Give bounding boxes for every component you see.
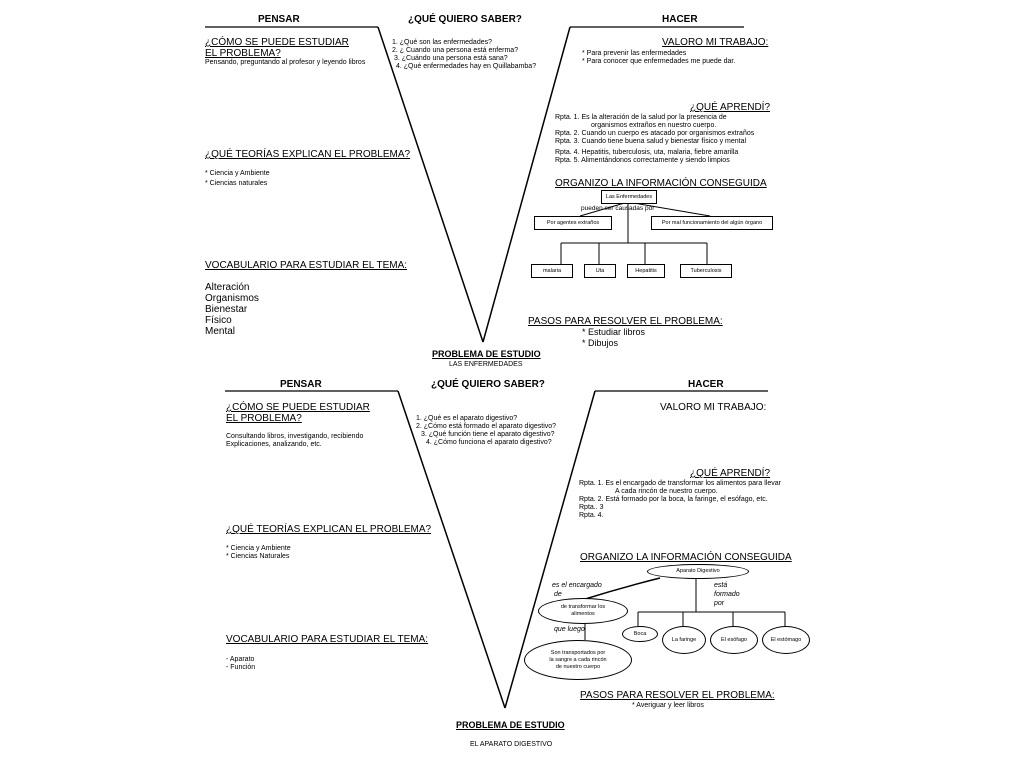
v2-questions-list	[416, 415, 556, 447]
v1-valoro-item: * Para prevenir las enfermedades	[582, 50, 687, 57]
v1-question-2: 2. ¿ Cuando una persona está enferma?	[392, 47, 519, 54]
v1-teorias-item: * Ciencia y Ambiente	[205, 170, 270, 177]
v2-pensar-heading: PENSAR	[280, 379, 322, 390]
v2-como-title-line1: ¿CÓMO SE PUEDE ESTUDIAR	[226, 402, 370, 413]
v1-que-quiero-saber-heading: ¿QUÉ QUIERO SABER?	[408, 14, 522, 25]
v1-org-leaf-tuberculosis: Tuberculosis	[680, 264, 732, 278]
v2-org-transport-line: Son transportados por	[550, 649, 606, 656]
v2-org-link-left-line: es el encargado	[552, 582, 602, 589]
v2-vocab-item: - Aparato	[226, 656, 255, 663]
v1-valoro-item: * Para conocer que enfermedades me puede dar.	[582, 58, 736, 65]
v2-vocab-item: - Función	[226, 664, 256, 671]
v1-vocab-item: Organismos	[205, 293, 259, 304]
v1-org-leaf-malaria: malaria	[531, 264, 573, 278]
v1-question-4: 4. ¿Qué enfermedades hay en Quillabamba?	[396, 63, 537, 70]
v1-pasos-title: PASOS PARA RESOLVER EL PROBLEMA:	[528, 316, 723, 327]
v2-aprendi-item: A cada rincón de nuestro cuerpo.	[615, 488, 718, 495]
v2-valoro-title: VALORO MI TRABAJO:	[660, 402, 767, 413]
v2-aprendi-list	[579, 480, 781, 520]
v1-aprendi-item: Rpta. 5. Alimentándonos correctamente y siendo limpios	[555, 157, 730, 164]
v1-pensar-heading: PENSAR	[258, 14, 300, 25]
v1-pasos-item: * Dibujos	[582, 338, 619, 348]
v2-org-transform-line: de transformar los	[560, 604, 606, 610]
v2-teorias-item: * Ciencias Naturales	[226, 553, 290, 560]
v1-question-3: 3. ¿Cuándo una persona está sana?	[394, 55, 508, 62]
v1-como-title-line1: ¿CÓMO SE PUEDE ESTUDIAR	[205, 37, 349, 48]
v1-organizo-title: ORGANIZO LA INFORMACIÓN CONSEGUIDA	[555, 178, 767, 189]
v2-vocab-list	[226, 656, 255, 672]
v1-pasos-list	[582, 327, 645, 349]
v1-org-leaf-uta: Uta	[584, 264, 616, 278]
v1-valoro-title: VALORO MI TRABAJO:	[662, 37, 769, 48]
v2-org-transform-line: alimentos	[571, 611, 595, 617]
v1-aprendi-item: organismos extraños en nuestro cuerpo.	[591, 122, 717, 129]
v2-pasos-list	[632, 702, 704, 710]
v1-vocab-item: Alteración	[205, 282, 250, 293]
v2-teorias-list	[226, 545, 291, 561]
v2-org-link-right	[714, 581, 740, 608]
v2-pasos-item: * Averiguar y leer libros	[632, 702, 704, 709]
v1-vocab-item: Físico	[205, 315, 232, 326]
v2-como-text-line: Explicaciones, analizando, etc.	[226, 441, 322, 448]
v1-org-root: Las Enfermedades	[601, 190, 657, 204]
v1-left-arm	[378, 27, 483, 342]
v2-org-transform	[538, 598, 628, 624]
v1-teorias-item: * Ciencias naturales	[205, 180, 268, 187]
v2-teorias-item: * Ciencia y Ambiente	[226, 545, 291, 552]
v2-aprendi-title: ¿QUÉ APRENDÍ?	[690, 468, 771, 479]
v1-question-1: 1. ¿Qué son las enfermedades?	[392, 39, 493, 46]
v1-pasos-item: * Estudiar libros	[582, 327, 646, 337]
v2-vocab-title: VOCABULARIO PARA ESTUDIAR EL TEMA:	[226, 634, 429, 645]
v2-como-text-line: Consultando libros, investigando, recibiendo	[226, 433, 364, 440]
v1-como-text: Pensando, preguntando al profesor y leyendo libros	[205, 59, 366, 66]
v2-como-text	[226, 433, 363, 449]
v1-valoro-list	[582, 50, 735, 66]
v2-hacer-heading: HACER	[688, 379, 724, 390]
v1-aprendi-list	[555, 114, 754, 165]
v1-como-title-line2: EL PROBLEMA?	[205, 48, 281, 59]
v1-como-title	[205, 37, 349, 59]
v2-org-link-right-line: está	[714, 582, 728, 589]
v1-problema-text: LAS ENFERMEDADES	[449, 361, 523, 368]
v1-org-right: Por mal funcionamiento del algún órgano	[651, 216, 773, 230]
v1-org-link: pueden ser causadas por	[581, 205, 655, 212]
v1-vocab-list	[205, 282, 259, 337]
v2-como-title	[226, 402, 370, 424]
v2-org-transport-line: de nuestro cuerpo	[555, 663, 601, 670]
v1-org-left: Por agentes extraños	[534, 216, 612, 230]
v2-problema-title: PROBLEMA DE ESTUDIO	[456, 720, 565, 730]
v2-que-quiero-saber-heading: ¿QUÉ QUIERO SABER?	[431, 379, 545, 390]
v1-aprendi-item: Rpta. 3. Cuando tiene buena salud y bienestar físico y mental	[555, 138, 747, 145]
v2-org-link-right-line: por	[714, 600, 725, 607]
v2-question-2: 2. ¿Cómo está formado el aparato digestivo?	[416, 423, 557, 430]
v2-org-link-right-line: formado	[714, 591, 740, 598]
v1-teorias-title: ¿QUÉ TEORÍAS EXPLICAN EL PROBLEMA?	[205, 149, 411, 160]
v1-aprendi-item: Rpta. 1. Es la alteración de la salud por la presencia de	[555, 114, 727, 121]
v2-org-part-esofago: El esófago	[710, 626, 758, 654]
v1-vocab-item: Bienestar	[205, 304, 248, 315]
v2-como-title-line2: EL PROBLEMA?	[226, 413, 302, 424]
v1-hacer-heading: HACER	[662, 14, 698, 25]
v1-vocab-title: VOCABULARIO PARA ESTUDIAR EL TEMA:	[205, 260, 408, 271]
v2-org-transport-line: la sangre a cada rincón	[549, 656, 607, 663]
v2-organizo-title: ORGANIZO LA INFORMACIÓN CONSEGUIDA	[580, 552, 792, 563]
v1-vocab-item: Mental	[205, 326, 236, 337]
v2-aprendi-item: Rpta. 4.	[579, 512, 604, 519]
v1-aprendi-item: Rpta. 2. Cuando un cuerpo es atacado por organismos extraños	[555, 130, 755, 137]
v2-aprendi-item: Rpta. 1. Es el encargado de transformar los alimentos para llevar	[579, 480, 781, 487]
v2-org-root: Aparato Digestivo	[647, 564, 749, 579]
v2-aprendi-item: Rpta.. 3	[579, 504, 604, 511]
v1-aprendi-title: ¿QUÉ APRENDÍ?	[690, 102, 771, 113]
v1-aprendi-item: Rpta. 4. Hepatitis, tuberculosis, uta, malaria, fiebre amarilla	[555, 149, 739, 156]
v1-teorias-list	[205, 170, 270, 188]
v2-aprendi-item: Rpta. 2. Está formado por la boca, la faringe, el esófago, etc.	[579, 496, 768, 503]
v2-question-1: 1. ¿Qué es el aparato digestivo?	[416, 415, 518, 422]
v1-problema-title: PROBLEMA DE ESTUDIO	[432, 349, 541, 359]
v2-question-4: 4. ¿Cómo funciona el aparato digestivo?	[426, 439, 552, 446]
v2-org-link-luego: que luego	[554, 626, 585, 633]
v2-org-link-left-line: de	[554, 591, 562, 598]
v2-question-3: 3. ¿Qué función tiene el aparato digestivo?	[421, 431, 555, 438]
v2-problema-text: EL APARATO DIGESTIVO	[470, 741, 553, 748]
v2-org-transport	[524, 640, 632, 680]
v2-org-part-boca: Boca	[622, 626, 658, 642]
v1-org-leaf-hepatitis: Hepatitis	[627, 264, 665, 278]
v2-pasos-title: PASOS PARA RESOLVER EL PROBLEMA:	[580, 690, 775, 701]
v2-org-link-left	[552, 581, 602, 599]
v2-org-part-estomago: El estómago	[762, 626, 810, 654]
v2-org-part-faringe: La faringe	[662, 626, 706, 654]
v1-questions-list	[392, 39, 536, 71]
v2-teorias-title: ¿QUÉ TEORÍAS EXPLICAN EL PROBLEMA?	[226, 524, 432, 535]
